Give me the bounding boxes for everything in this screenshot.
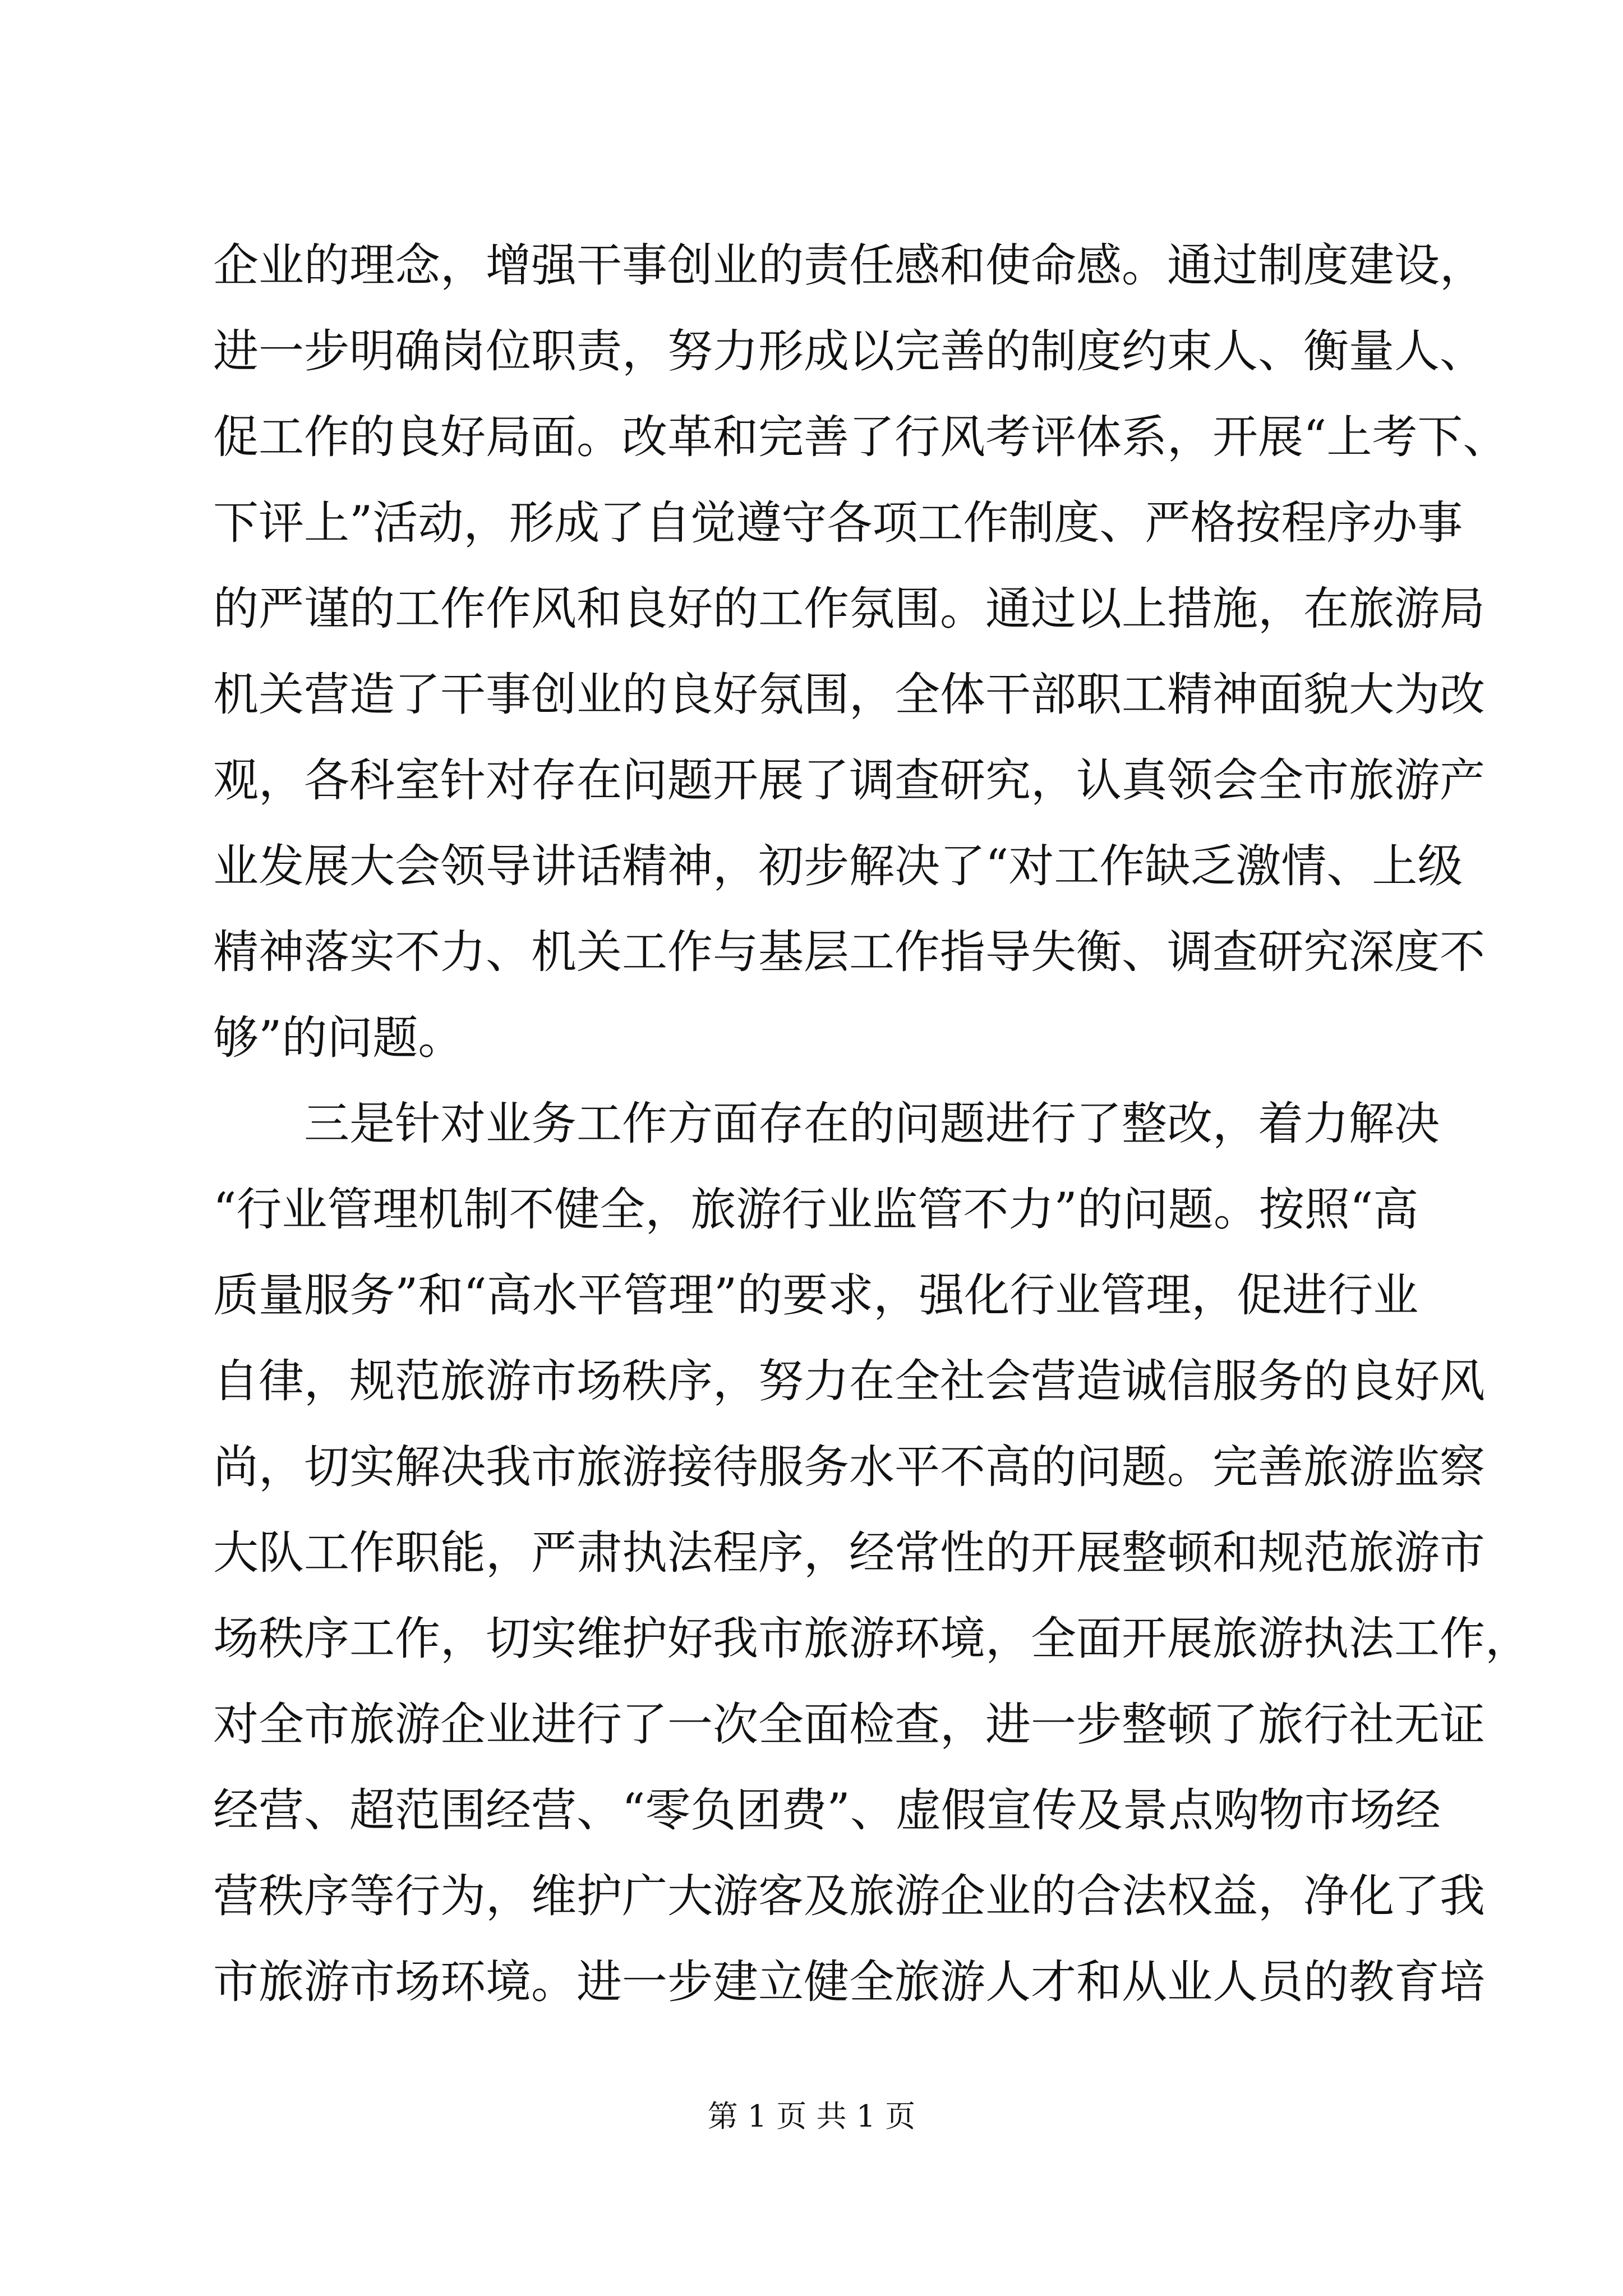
text-line: 下评上”活动，形成了自觉遵守各项工作制度、严格按程序办事 — [213, 497, 1463, 550]
text-line: 企业的理念，增强干事创业的责任感和使命感。通过制度建设， — [213, 240, 1486, 292]
text-line: 大队工作职能，严肃执法程序，经常性的开展整顿和规范旅游市 — [213, 1527, 1486, 1580]
text-line: 对全市旅游企业进行了一次全面检查，进一步整顿了旅行社无证 — [213, 1699, 1486, 1751]
text-line: 质量服务”和“高水平管理”的要求，强化行业管理，促进行业 — [213, 1269, 1419, 1322]
text-line: 促工作的良好局面。改革和完善了行风考评体系，开展“上考下、 — [213, 411, 1509, 464]
text-line: 市旅游市场环境。进一步建立健全旅游人才和从业人员的教育培 — [213, 1956, 1486, 2009]
paragraph-first-line: 三是针对业务工作方面存在的问题进行了整改，着力解决 — [304, 1098, 1440, 1151]
text-line: “行业管理机制不健全，旅游行业监管不力”的问题。按照“高 — [213, 1184, 1419, 1236]
text-line: 够”的问题。 — [213, 1012, 464, 1065]
text-line: 精神落实不力、机关工作与基层工作指导失衡、调查研究深度不 — [213, 926, 1486, 979]
text-line: 的严谨的工作作风和良好的工作氛围。通过以上措施，在旅游局 — [213, 583, 1486, 636]
text-line: 营秩序等行为，维护广大游客及旅游企业的合法权益，净化了我 — [213, 1870, 1486, 1923]
text-line: 自律，规范旅游市场秩序，努力在全社会营造诚信服务的良好风 — [213, 1355, 1486, 1408]
text-line: 尚，切实解决我市旅游接待服务水平不高的问题。完善旅游监察 — [213, 1441, 1486, 1494]
body-text — [213, 223, 1531, 2026]
page-footer — [0, 2097, 1623, 2136]
text-line: 机关营造了干事创业的良好氛围，全体干部职工精神面貌大为改 — [213, 669, 1486, 721]
text-line: 进一步明确岗位职责，努力形成以完善的制度约束人、衡量人、 — [213, 325, 1486, 378]
text-line: 业发展大会领导讲话精神，初步解决了“对工作缺乏激情、上级 — [213, 840, 1463, 893]
text-line: 场秩序工作，切实维护好我市旅游环境，全面开展旅游执法工作， — [213, 1613, 1531, 1665]
page-number-label: 第 1 页 共 1 页 — [707, 2099, 916, 2134]
text-line: 观，各科室针对存在问题开展了调查研究，认真领会全市旅游产 — [213, 754, 1486, 807]
text-line: 经营、超范围经营、“零负团费”、虚假宣传及景点购物市场经 — [213, 1784, 1441, 1837]
